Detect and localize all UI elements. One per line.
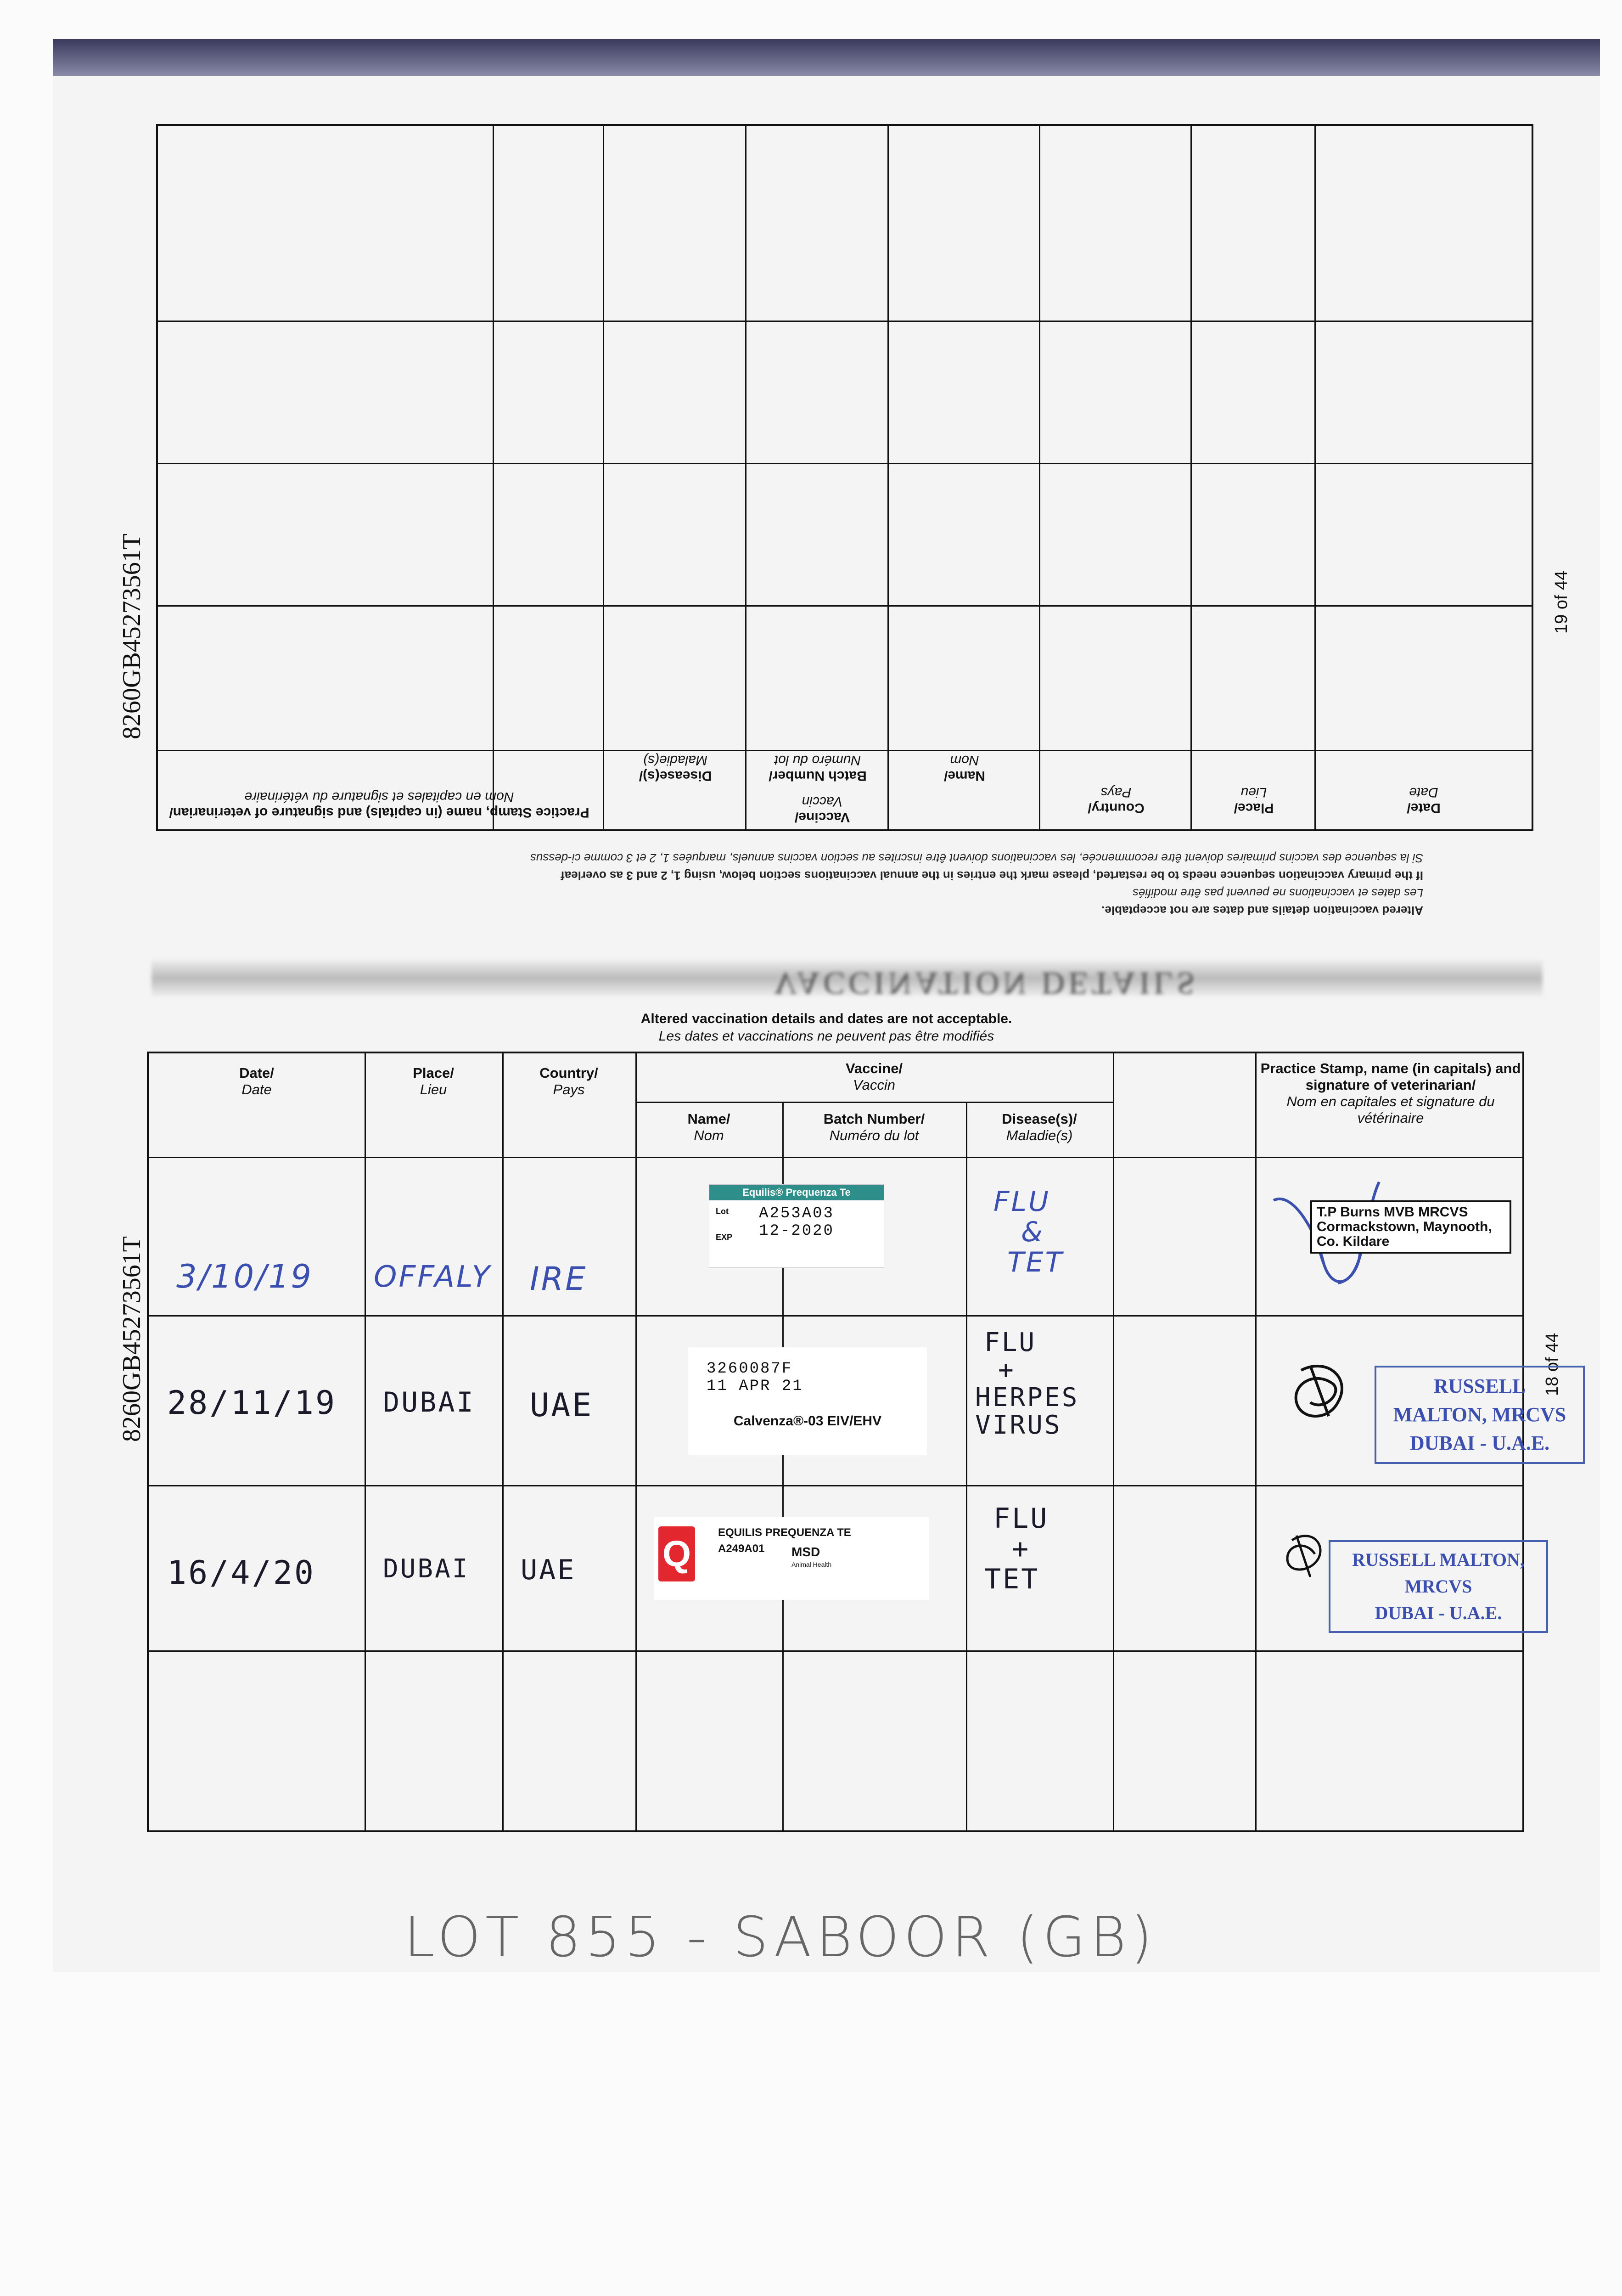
row1-vaccine-sticker: [709, 1184, 884, 1268]
row3-disease: [984, 1503, 1049, 1594]
row2-sticker-name: Calvenza®-03 EIV/EHV: [733, 1413, 882, 1429]
row1-date: 3/10/19: [176, 1258, 313, 1295]
alteration-notice-fr-wrap: [551, 1028, 1102, 1045]
upper-header-practice: Practice Stamp, name (in capitals) and signature of veterinarian/ Nom en capitales et signature du vétérinaire: [169, 789, 589, 820]
row3-sticker-maker-sub: Animal Health: [791, 1561, 832, 1568]
upper-row-divider: [158, 321, 1532, 322]
row-divider: [149, 1650, 1522, 1652]
upper-header-batch: Batch Number/ Numéro du lot: [769, 753, 867, 783]
row1-sticker-lot-label: Lot: [716, 1207, 729, 1216]
row3-disease-line: +: [1012, 1533, 1031, 1565]
vaccine-subheader-divider: [635, 1102, 1113, 1103]
header-batch: Batch Number/ Numéro du lot: [823, 1111, 925, 1143]
row1-disease: [993, 1187, 1064, 1277]
row3-vaccine-label: [654, 1517, 929, 1600]
row3-place: DUBAI: [383, 1554, 470, 1584]
row3-date: 16/4/20: [167, 1554, 316, 1592]
row3-q-logo: Q: [658, 1526, 695, 1581]
col-divider: [966, 1102, 967, 1830]
scan-top-edge: [53, 39, 1600, 76]
handwritten-lot-label: LOT 855 - SABOOR (GB): [404, 1906, 1157, 1970]
upper-col-divider: [493, 126, 494, 829]
serial-number-lower: 8260GB45273561T: [118, 1236, 146, 1442]
row1-sticker-exp-label: EXP: [716, 1232, 733, 1242]
row2-disease-line: VIRUS: [975, 1410, 1062, 1440]
alteration-notice-en: Altered vaccination details and dates are not acceptable.: [640, 1011, 1012, 1026]
row2-stamp-line: RUSSELL MALTON, MRCVS: [1393, 1375, 1566, 1426]
alteration-notice-fr: Les dates et vaccinations ne peuvent pas être modifiés: [658, 1029, 994, 1044]
row2-sticker-lot: 3260087F: [707, 1360, 793, 1378]
page-spine-blur: [152, 960, 1543, 1001]
col-divider: [502, 1053, 504, 1830]
row2-disease-line: HERPES: [975, 1383, 1079, 1412]
row1-stamp-line: T.P Burns MVB MRCVS: [1317, 1204, 1468, 1220]
row1-sticker-brand: Equilis® Prequenza Te: [709, 1185, 884, 1200]
upper-col-divider: [603, 126, 604, 829]
header-disease: Disease(s)/ Maladie(s): [1002, 1111, 1077, 1143]
header-date: Date/ Date: [239, 1065, 274, 1097]
header-practice: Practice Stamp, name (in capitals) and signature of veterinarian/ Nom en capitales et signature du vétérinaire: [1260, 1060, 1521, 1126]
upper-notice-line: If the primary vaccination sequence needs to be restarted, please mark the entries in the annual vaccinations section below, using 1, 2 and 3 as overleaf: [561, 869, 1423, 883]
row2-practice-stamp: [1375, 1366, 1585, 1464]
col-divider: [1113, 1053, 1114, 1830]
row1-stamp-line: Cormackstown, Maynooth,: [1317, 1219, 1492, 1234]
header-country: Country/ Pays: [539, 1065, 598, 1097]
col-divider: [635, 1053, 637, 1830]
spine-heading: VACCINATION DETAILS: [774, 965, 1199, 1001]
alteration-notice: [551, 1010, 1102, 1028]
upper-header-country: Country/ Pays: [1088, 785, 1145, 816]
upper-header-date: Date/ Date: [1407, 785, 1441, 816]
row3-country: UAE: [521, 1554, 576, 1586]
row2-disease-line: FLU: [984, 1328, 1037, 1357]
upper-notice-line: Les dates et vaccinations ne peuvent pas être modifiés: [1132, 886, 1423, 900]
row2-country: UAE: [530, 1386, 594, 1424]
row2-disease-line: +: [998, 1355, 1016, 1385]
row3-disease-line: FLU: [993, 1503, 1049, 1535]
upper-col-divider: [1314, 126, 1316, 829]
col-divider: [1255, 1053, 1257, 1830]
row1-disease-line: &: [1021, 1216, 1044, 1248]
row3-stamp-line: DUBAI - U.A.E.: [1375, 1603, 1502, 1623]
row3-sticker-maker: MSD: [791, 1545, 820, 1559]
serial-number-upper: 8260GB45273561T: [118, 534, 146, 739]
row2-signature: [1283, 1352, 1361, 1430]
row2-vaccine-label: [688, 1347, 927, 1455]
upper-vaccination-table: [156, 124, 1533, 831]
upper-notice-block: [275, 850, 1423, 919]
header-name: Name/ Nom: [687, 1111, 730, 1143]
row1-sticker-lot: A253A03: [759, 1205, 834, 1222]
row1-disease-line: TET: [1007, 1246, 1064, 1278]
row1-place: OFFALY: [374, 1260, 492, 1294]
page-number-lower: 18 of 44: [1543, 1333, 1562, 1396]
upper-col-divider: [745, 126, 746, 829]
row2-stamp-line: DUBAI - U.A.E.: [1409, 1432, 1550, 1454]
row2-disease: [975, 1329, 1079, 1439]
upper-header-vaccine: Vaccine/ Vaccin: [794, 794, 850, 825]
row1-stamp-line: Co. Kildare: [1317, 1234, 1390, 1249]
row2-place: DUBAI: [383, 1386, 475, 1418]
row-divider: [149, 1315, 1522, 1317]
upper-col-divider: [1039, 126, 1040, 829]
header-vaccine: Vaccine/ Vaccin: [845, 1060, 903, 1093]
row2-date: 28/11/19: [167, 1384, 337, 1422]
upper-header-place: Place/ Lieu: [1234, 785, 1274, 816]
row3-signature: [1278, 1526, 1333, 1581]
upper-header-name: Name/ Nom: [943, 753, 986, 783]
upper-header-divider: [158, 750, 1532, 751]
row3-disease-line: TET: [984, 1563, 1040, 1595]
row-divider: [149, 1485, 1522, 1486]
upper-col-divider: [887, 126, 889, 829]
upper-notice-line: Altered vaccination details and dates are not acceptable.: [1101, 904, 1423, 917]
upper-notice-line: Si la sequence des vaccins primaires doivent être recommencée, les vaccinations doivent être inscrites au section vaccins annuels, marquées 1, 2 et 3 comme ci-dessus: [530, 851, 1423, 865]
row3-sticker-name: EQUILIS PREQUENZA TE: [718, 1526, 851, 1539]
upper-header-disease: Disease(s)/ Maladie(s): [639, 753, 712, 783]
upper-col-divider: [1190, 126, 1192, 829]
row1-country: IRE: [530, 1260, 588, 1298]
upper-row-divider: [158, 605, 1532, 607]
col-divider: [365, 1053, 366, 1830]
row1-practice-stamp: [1310, 1200, 1511, 1254]
header-place: Place/ Lieu: [413, 1065, 454, 1097]
row3-stamp-line: RUSSELL MALTON, MRCVS: [1352, 1549, 1525, 1597]
row3-sticker-lot: A249A01: [718, 1542, 765, 1555]
upper-row-divider: [158, 463, 1532, 464]
row1-disease-line: FLU: [993, 1186, 1050, 1218]
row1-sticker-exp: 12-2020: [759, 1222, 834, 1240]
row2-sticker-exp: 11 APR 21: [707, 1378, 803, 1395]
row3-practice-stamp: [1329, 1540, 1548, 1633]
page-number-upper: 19 of 44: [1552, 570, 1571, 634]
header-divider: [149, 1157, 1522, 1158]
